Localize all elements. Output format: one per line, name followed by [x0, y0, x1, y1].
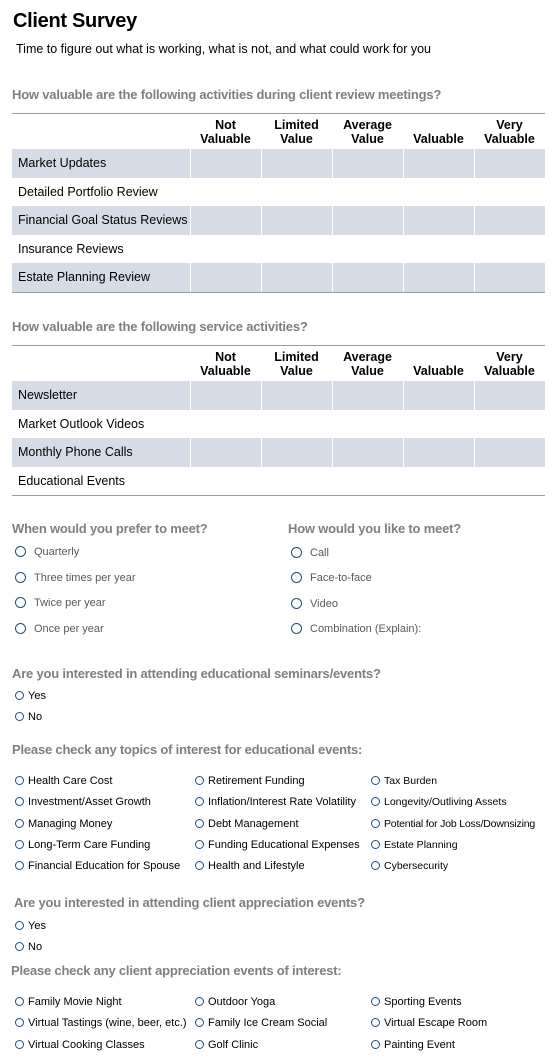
rating-cell[interactable]	[190, 263, 261, 292]
radio-circle-icon	[371, 1018, 380, 1027]
row-label: Market Outlook Videos	[18, 416, 145, 431]
radio-circle-icon	[15, 572, 26, 583]
rating-cell[interactable]	[261, 263, 332, 292]
q1-rating-table	[12, 113, 545, 293]
table-row	[12, 149, 545, 178]
radio-circle-icon	[371, 997, 380, 1006]
rating-cell[interactable]	[474, 235, 545, 264]
q2-table-header	[12, 346, 545, 381]
meet-how-option[interactable]: Face-to-face	[291, 572, 372, 584]
radio-circle-icon	[195, 797, 204, 806]
col-header-valuable: Valuable	[413, 364, 464, 378]
meet-when-option[interactable]: Three times per year	[15, 572, 135, 584]
radio-circle-icon	[195, 861, 204, 870]
rating-cell[interactable]	[403, 149, 474, 178]
rating-cell[interactable]	[261, 149, 332, 178]
col-header-limited-value: Limited Value	[274, 350, 319, 378]
meet-how-option[interactable]: Video	[291, 598, 338, 610]
meet-when-question: When would you prefer to meet?	[12, 521, 208, 536]
topic-option[interactable]: Investment/Asset Growth	[15, 796, 151, 808]
row-label: Newsletter	[18, 388, 78, 402]
radio-circle-icon	[15, 597, 26, 608]
topic-option[interactable]: Estate Planning	[371, 839, 458, 851]
page-title: Client Survey	[13, 10, 137, 32]
rating-cell[interactable]	[190, 410, 261, 439]
radio-circle-icon	[195, 819, 204, 828]
q2-question: How valuable are the following service activities?	[12, 319, 308, 334]
col-header-very-valuable: Very Valuable	[484, 350, 535, 378]
radio-circle-icon	[371, 1040, 380, 1049]
rating-cell[interactable]	[190, 438, 261, 467]
rating-cell[interactable]	[474, 381, 545, 410]
row-label: Estate Planning Review	[18, 270, 151, 284]
rating-cell[interactable]	[474, 206, 545, 235]
event-option[interactable]: Painting Event	[371, 1039, 455, 1051]
row-label: Financial Goal Status Reviews	[18, 213, 188, 227]
rating-cell[interactable]	[474, 149, 545, 178]
rating-cell[interactable]	[190, 149, 261, 178]
seminars-question: Are you interested in attending educational seminars/events?	[12, 666, 381, 681]
radio-circle-icon	[195, 776, 204, 785]
table-row	[12, 381, 545, 410]
event-option[interactable]: Sporting Events	[371, 996, 462, 1008]
event-option[interactable]: Virtual Tastings (wine, beer, etc.)	[15, 1017, 187, 1029]
rating-cell[interactable]	[332, 438, 403, 467]
appreciation-question: Are you interested in attending client appreciation events?	[14, 895, 365, 910]
radio-circle-icon	[195, 840, 204, 849]
rating-cell[interactable]	[261, 178, 332, 207]
rating-cell[interactable]	[190, 206, 261, 235]
rating-cell[interactable]	[190, 381, 261, 410]
topics-question: Please check any topics of interest for educational events:	[12, 742, 363, 757]
rating-cell[interactable]	[474, 263, 545, 292]
radio-circle-icon	[15, 712, 24, 721]
meet-how-option[interactable]: Call	[291, 547, 329, 559]
event-option[interactable]: Family Ice Cream Social	[195, 1017, 327, 1029]
topic-option[interactable]: Potential for Job Loss/Downsizing	[371, 818, 535, 830]
radio-circle-icon	[371, 797, 380, 806]
rating-cell[interactable]	[403, 410, 474, 439]
rating-cell[interactable]	[474, 178, 545, 207]
col-header-not-valuable: Not Valuable	[200, 118, 251, 146]
row-label: Insurance Reviews	[18, 241, 124, 256]
rating-cell[interactable]	[403, 263, 474, 292]
rating-cell[interactable]	[474, 438, 545, 467]
event-option[interactable]: Virtual Escape Room	[371, 1017, 487, 1029]
radio-circle-icon	[291, 547, 302, 558]
q2-rating-table	[12, 345, 545, 496]
event-option[interactable]: Virtual Cooking Classes	[15, 1039, 145, 1051]
topic-option[interactable]: Financial Education for Spouse	[15, 860, 180, 872]
radio-circle-icon	[195, 997, 204, 1006]
row-label: Educational Events	[18, 473, 126, 488]
radio-circle-icon	[15, 797, 24, 806]
rating-cell[interactable]	[261, 235, 332, 264]
meet-how-option[interactable]: Combination (Explain):	[291, 623, 421, 635]
table-row	[12, 235, 545, 264]
topic-option[interactable]: Retirement Funding	[195, 775, 305, 787]
appreciation-option-yes[interactable]: Yes	[15, 920, 46, 932]
topic-option[interactable]: Long-Term Care Funding	[15, 839, 150, 851]
seminars-option-no[interactable]: No	[15, 711, 42, 723]
radio-circle-icon	[291, 598, 302, 609]
topic-option[interactable]: Longevity/Outliving Assets	[371, 796, 507, 808]
col-header-average-value: Average Value	[343, 350, 392, 378]
table-row	[12, 410, 545, 439]
q1-table-header	[12, 114, 545, 149]
radio-circle-icon	[371, 840, 380, 849]
radio-circle-icon	[15, 921, 24, 930]
rating-cell[interactable]	[261, 438, 332, 467]
radio-circle-icon	[15, 840, 24, 849]
topic-option[interactable]: Cybersecurity	[371, 860, 448, 872]
appreciation-option-no[interactable]: No	[15, 941, 42, 953]
radio-circle-icon	[371, 861, 380, 870]
table-row	[12, 178, 545, 207]
col-header-very-valuable: Very Valuable	[484, 118, 535, 146]
radio-circle-icon	[15, 776, 24, 785]
col-header-average-value: Average Value	[343, 118, 392, 146]
rating-cell[interactable]	[261, 467, 332, 496]
radio-circle-icon	[371, 819, 380, 828]
topic-option[interactable]: Health Care Cost	[15, 775, 112, 787]
rating-cell[interactable]	[190, 178, 261, 207]
topic-option[interactable]: Managing Money	[15, 818, 112, 830]
rating-cell[interactable]	[403, 178, 474, 207]
radio-circle-icon	[15, 861, 24, 870]
table-row	[12, 438, 545, 467]
rating-cell[interactable]	[332, 410, 403, 439]
row-label: Market Updates	[18, 156, 107, 170]
topic-option[interactable]: Health and Lifestyle	[195, 860, 305, 872]
events-question: Please check any client appreciation events of interest:	[11, 963, 342, 978]
row-label: Monthly Phone Calls	[18, 445, 133, 459]
col-header-valuable: Valuable	[413, 132, 464, 146]
event-option[interactable]: Golf Clinic	[195, 1039, 258, 1051]
rating-cell[interactable]	[261, 206, 332, 235]
rating-cell[interactable]	[190, 467, 261, 496]
rating-cell[interactable]	[332, 149, 403, 178]
rating-cell[interactable]	[403, 235, 474, 264]
topic-option[interactable]: Tax Burden	[371, 775, 437, 787]
meet-when-option[interactable]: Twice per year	[15, 597, 106, 609]
rating-cell[interactable]	[332, 178, 403, 207]
table-row	[12, 467, 545, 496]
rating-cell[interactable]	[261, 381, 332, 410]
event-option[interactable]: Family Movie Night	[15, 996, 122, 1008]
meet-how-question: How would you like to meet?	[288, 521, 462, 536]
table-row	[12, 206, 545, 235]
meet-when-option[interactable]: Quarterly	[15, 546, 79, 558]
radio-circle-icon	[291, 623, 302, 634]
radio-circle-icon	[15, 1040, 24, 1049]
col-header-limited-value: Limited Value	[274, 118, 319, 146]
radio-circle-icon	[15, 942, 24, 951]
topic-option[interactable]: Funding Educational Expenses	[195, 839, 360, 851]
rating-cell[interactable]	[190, 235, 261, 264]
rating-cell[interactable]	[403, 438, 474, 467]
rating-cell[interactable]	[474, 467, 545, 496]
topic-option[interactable]: Debt Management	[195, 818, 299, 830]
radio-circle-icon	[15, 1018, 24, 1027]
radio-circle-icon	[195, 1040, 204, 1049]
radio-circle-icon	[195, 1018, 204, 1027]
radio-circle-icon	[15, 546, 26, 557]
rating-cell[interactable]	[403, 381, 474, 410]
rating-cell[interactable]	[332, 381, 403, 410]
radio-circle-icon	[371, 776, 380, 785]
rating-cell[interactable]	[403, 206, 474, 235]
rating-cell[interactable]	[332, 235, 403, 264]
rating-cell[interactable]	[474, 410, 545, 439]
col-header-not-valuable: Not Valuable	[200, 350, 251, 378]
topic-option[interactable]: Inflation/Interest Rate Volatility	[195, 796, 356, 808]
rating-cell[interactable]	[261, 410, 332, 439]
q1-question: How valuable are the following activities during client review meetings?	[12, 87, 442, 102]
radio-circle-icon	[15, 623, 26, 634]
page-subtitle: Time to figure out what is working, what is not, and what could work for you	[16, 42, 432, 56]
rating-cell[interactable]	[332, 467, 403, 496]
rating-cell[interactable]	[403, 467, 474, 496]
radio-circle-icon	[15, 819, 24, 828]
radio-circle-icon	[15, 997, 24, 1006]
seminars-option-yes[interactable]: Yes	[15, 690, 46, 702]
meet-when-option[interactable]: Once per year	[15, 623, 104, 635]
table-row	[12, 263, 545, 292]
row-label: Detailed Portfolio Review	[18, 184, 158, 199]
radio-circle-icon	[15, 691, 24, 700]
rating-cell[interactable]	[332, 263, 403, 292]
radio-circle-icon	[291, 572, 302, 583]
rating-cell[interactable]	[332, 206, 403, 235]
event-option[interactable]: Outdoor Yoga	[195, 996, 275, 1008]
